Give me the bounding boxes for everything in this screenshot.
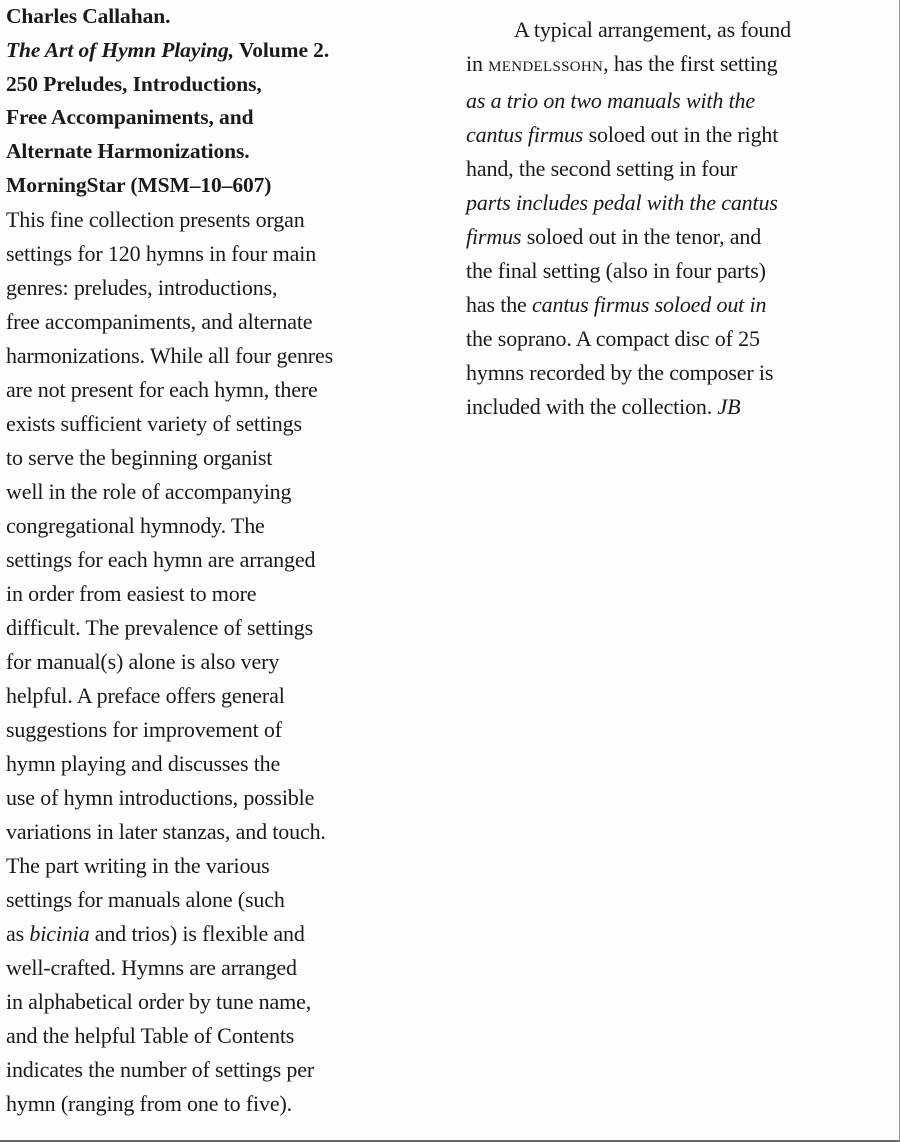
text-line: The part writing in the various — [6, 852, 270, 878]
author-name: Charles Callahan. — [6, 4, 171, 28]
text-fragment: as — [6, 920, 30, 946]
text-line: and the helpful Table of Contents — [6, 1022, 295, 1048]
italic-term: cantus firmus — [466, 122, 584, 147]
text-line: well-crafted. Hymns are arranged — [6, 954, 297, 980]
text-line-bicinia — [6, 917, 446, 951]
text-line: hand, the second setting in four — [466, 156, 738, 181]
reviewer-signature: JB — [717, 394, 741, 419]
text-line: use of hymn introductions, possible — [6, 784, 315, 810]
text-line — [466, 390, 891, 424]
text-line: settings for 120 hymns in four main — [6, 240, 317, 266]
publisher-line: MorningStar (MSM–10–607) — [6, 172, 272, 197]
italic-term: cantus firmus soloed out in — [532, 292, 767, 317]
text-line: settings for manuals alone (such — [6, 886, 285, 912]
text-line: helpful. A preface offers general — [6, 682, 285, 708]
text-line: the final setting (also in four parts) — [466, 258, 766, 283]
review-heading — [6, 0, 446, 203]
text-line: indicates the number of settings per — [6, 1056, 315, 1082]
text-line: in order from easiest to more — [6, 580, 257, 606]
text-fragment: has the — [466, 292, 533, 317]
text-line: in alphabetical order by tune name, — [6, 988, 312, 1014]
left-body-text — [6, 203, 446, 1121]
text-line: for manual(s) alone is also very — [6, 648, 280, 674]
text-fragment: in — [466, 51, 489, 76]
subtitle-line: 250 Preludes, Introductions, — [6, 71, 262, 96]
composer-smallcaps: MENDELSSOHN — [488, 59, 604, 75]
text-line: harmonizations. While all four genres — [6, 342, 333, 368]
right-column — [466, 0, 891, 424]
text-line: hymns recorded by the composer is — [466, 360, 774, 385]
text-fragment: , has the first setting — [603, 51, 778, 76]
text-line: difficult. The prevalence of settings — [6, 614, 314, 640]
text-line — [466, 47, 891, 84]
text-line: congregational hymnody. The — [6, 512, 265, 538]
text-line: variations in later stanzas, and touch. — [6, 818, 326, 844]
text-line: as a trio on two manuals with the — [466, 88, 756, 113]
italic-term: firmus — [466, 224, 522, 249]
text-line: are not present for each hymn, there — [6, 376, 318, 402]
text-line: the soprano. A compact disc of 25 — [466, 326, 760, 351]
text-line: settings for each hymn are arranged — [6, 546, 316, 572]
text-line — [466, 118, 891, 152]
text-fragment: soloed out in the right — [583, 122, 779, 147]
subtitle-line: Free Accompaniments, and — [6, 105, 254, 130]
text-line: well in the role of accompanying — [6, 478, 292, 504]
book-volume: Volume 2. — [233, 37, 330, 62]
text-line: to serve the beginning organist — [6, 444, 273, 470]
text-line: A typical arrangement, as found — [514, 17, 791, 42]
text-fragment: included with the collection. — [466, 394, 718, 419]
book-title — [6, 34, 446, 68]
left-column — [6, 0, 446, 1121]
text-line: parts includes pedal with the cantus — [466, 190, 778, 215]
italic-term-bicinia: bicinia — [29, 920, 90, 946]
text-line: hymn playing and discusses the — [6, 750, 281, 776]
text-line — [466, 220, 891, 254]
text-line: genres: preludes, introductions, — [6, 274, 278, 300]
text-fragment: soloed out in the tenor, and — [521, 224, 762, 249]
text-line: suggestions for improvement of — [6, 716, 282, 742]
book-title-italic: The Art of Hymn Playing, — [6, 37, 234, 62]
subtitle-line: Alternate Harmonizations. — [6, 139, 250, 164]
text-fragment: and trios) is flexible and — [89, 920, 305, 946]
text-line: hymn (ranging from one to five). — [6, 1090, 293, 1116]
text-line: exists sufficient variety of settings — [6, 410, 302, 436]
right-body-text — [466, 0, 891, 424]
text-line — [466, 288, 891, 322]
text-line: This fine collection presents organ — [6, 206, 305, 232]
text-line: free accompaniments, and alternate — [6, 308, 313, 334]
